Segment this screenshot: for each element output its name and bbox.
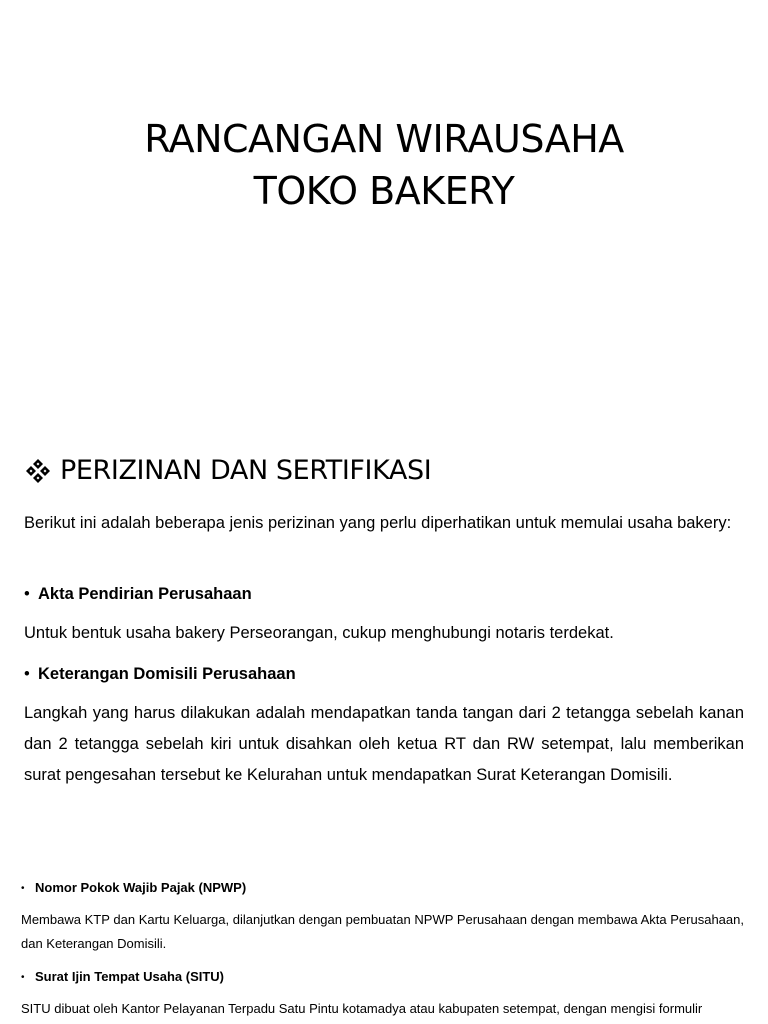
item-text-domisili: Langkah yang harus dilakukan adalah mendapatkan tanda tangan dari 2 tetangga sebelah kanan dan 2 tetangga sebelah kiri untuk disahkan oleh ketua RT dan RW setempat, lalu memberikan surat pengesahan tersebut ke Kelurahan untuk mendapatkan Surat Keterangan Domisili. [24, 704, 744, 784]
bullet-icon: • [24, 665, 30, 683]
section-heading-text: PERIZINAN DAN SERTIFIKASI [60, 455, 432, 486]
list-item-title [24, 664, 744, 684]
list-item-title [24, 584, 744, 604]
item-text-situ: SITU dibuat oleh Kantor Pelayanan Terpadu Satu Pintu kotamadya atau kabupaten setempat, dengan mengisi formulir [21, 1001, 703, 1016]
title-line-1: RANCANGAN WIRAUSAHA [144, 117, 624, 161]
item-title-akta: Akta Pendirian Perusahaan [38, 585, 252, 603]
item-text-akta: Untuk bentuk usaha bakery Perseorangan, cukup menghubungi notaris terdekat. [24, 624, 614, 642]
list-item-title [21, 879, 741, 898]
four-diamond-icon [24, 457, 52, 485]
item-title-situ: Surat Ijin Tempat Usaha (SITU) [35, 969, 225, 984]
bullet-icon: • [24, 585, 30, 603]
item-title-domisili: Keterangan Domisili Perusahaan [38, 665, 296, 683]
list-item-title [21, 968, 741, 987]
bullet-icon: • [21, 883, 25, 894]
item-text-npwp: Membawa KTP dan Kartu Keluarga, dilanjutkan dengan pembuatan NPWP Perusahaan dengan membawa Akta Perusahaan, dan Keterangan Domisili. [21, 912, 744, 951]
item-title-npwp: Nomor Pokok Wajib Pajak (NPWP) [35, 880, 247, 895]
section-heading [24, 453, 431, 489]
bullet-icon: • [21, 972, 25, 983]
document-title [0, 113, 768, 217]
title-line-2: TOKO BAKERY [253, 169, 515, 213]
intro-paragraph: Berikut ini adalah beberapa jenis perizinan yang perlu diperhatikan untuk memulai usaha bakery: [24, 514, 732, 532]
